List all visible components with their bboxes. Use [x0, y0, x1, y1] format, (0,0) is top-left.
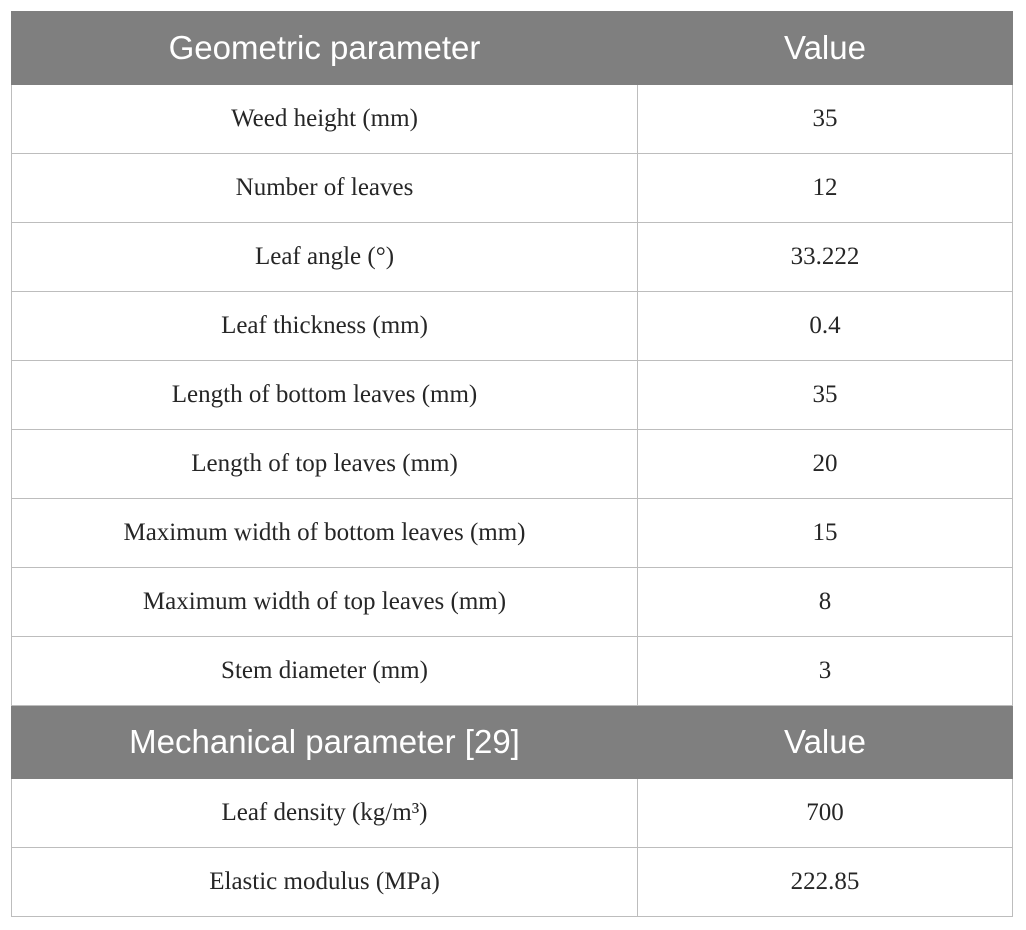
value-cell: 15 [638, 499, 1013, 568]
geometric-header-row [12, 12, 1013, 85]
table-row [12, 568, 1013, 637]
value-cell: 222.85 [638, 848, 1013, 917]
parameter-cell: Elastic modulus (MPa) [12, 848, 638, 917]
value-cell: 3 [638, 637, 1013, 706]
parameter-cell: Length of bottom leaves (mm) [12, 361, 638, 430]
column-header-value: Value [638, 706, 1013, 779]
column-header-parameter: Geometric parameter [12, 12, 638, 85]
parameter-cell: Leaf angle (°) [12, 223, 638, 292]
parameter-cell: Maximum width of top leaves (mm) [12, 568, 638, 637]
value-cell: 12 [638, 154, 1013, 223]
value-cell: 20 [638, 430, 1013, 499]
table-row [12, 430, 1013, 499]
value-cell: 35 [638, 85, 1013, 154]
value-cell: 0.4 [638, 292, 1013, 361]
mechanical-header-row [12, 706, 1013, 779]
column-header-parameter: Mechanical parameter [29] [12, 706, 638, 779]
parameter-table [11, 11, 1013, 917]
table-row [12, 292, 1013, 361]
table-row [12, 154, 1013, 223]
parameter-cell: Number of leaves [12, 154, 638, 223]
value-cell: 8 [638, 568, 1013, 637]
column-header-value: Value [638, 12, 1013, 85]
table-row [12, 499, 1013, 568]
parameter-cell: Maximum width of bottom leaves (mm) [12, 499, 638, 568]
value-cell: 700 [638, 779, 1013, 848]
parameter-cell: Weed height (mm) [12, 85, 638, 154]
value-cell: 33.222 [638, 223, 1013, 292]
table-row [12, 848, 1013, 917]
table-row [12, 223, 1013, 292]
table-row [12, 361, 1013, 430]
parameter-cell: Leaf density (kg/m³) [12, 779, 638, 848]
parameter-cell: Leaf thickness (mm) [12, 292, 638, 361]
value-cell: 35 [638, 361, 1013, 430]
parameter-cell: Stem diameter (mm) [12, 637, 638, 706]
table-row [12, 779, 1013, 848]
table-row [12, 637, 1013, 706]
parameter-cell: Length of top leaves (mm) [12, 430, 638, 499]
table-row [12, 85, 1013, 154]
